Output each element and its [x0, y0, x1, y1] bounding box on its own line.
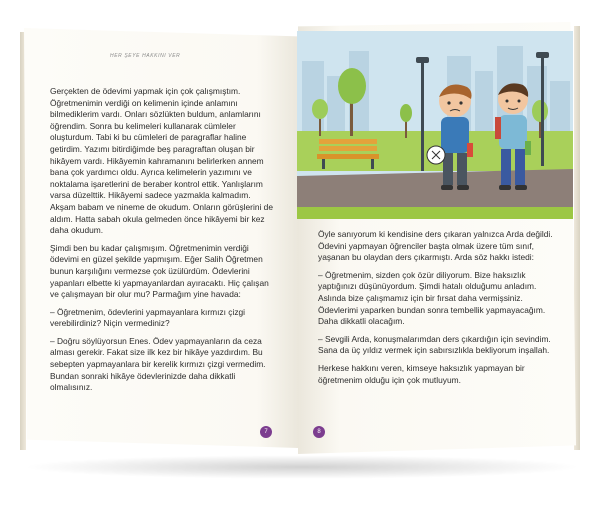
- paragraph: Şimdi ben bu kadar çalışmışım. Öğretmenimin verdiği ödevimi en güzel şekilde yapmışım. Eğer Salih Öğretmen bunun karşılığını vermezse çok üzülürdüm. Ödevlerini yapanları elbette ki yapmayanlardan ayıracaktı. Hiç çalışan ve çalışmayan bir olur mu? Parmağım yine havada:: [50, 242, 269, 300]
- paragraph: Öyle sanıyorum ki kendisine ders çıkaran yalnızca Arda değildi. Ödevini yapmayan öğrenciler başta olmak üzere tüm sınıf, yaşanan bu olaydan ders çıkarmıştı. Arda söz hakkı istedi:: [318, 229, 553, 263]
- paragraph: – Öğretmenim, sizden çok özür diliyorum. Bize haksızlık yaptığınızı düşünüyordum. Şimdi hatalı olduğumu anladım. Aslında bize çalışmamız için bir fırsat daha vermişsiniz. Ödevlerimi yaparken bundan sonra tembellik yapmayacağım. Daha dikkatli olacağım.: [318, 269, 546, 327]
- left-page-text: [50, 86, 274, 400]
- paragraph: Gerçekten de ödevimi yapmak için çok çalışmıştım. Öğretmenimin verdiği on kelimenin içinde anlamını bilmediklerim vardı. Onları sözlükten buldum, anlamlarını öğrendim. Sonra bu kelimeleri kullanarak cümleler oluşturdum. Tabi ki bu cümleleri de paragraflar haline getirdim. Yazımı bitirdiğimde beş paragraftan oluşan bir hikâyem vardı. Hikâyemin kahramanını belirlerken annem bana çok yardımcı oldu. Ayrıca kelimelerin yazımını ve noktalama işaretlerini de beraber kontrol ettik. Yanlışlarım varsa düzelttik. Hikâyemi sadece yazmakla kalmadım. Akşam babam ve nineme de okudum. Onların görüşlerini de aldım. Hatta sabah okula gelmeden önce hikâyemi bir kez daha okudum.: [50, 86, 273, 236]
- book-shadow: [22, 455, 582, 479]
- paragraph: – Doğru söylüyorsun Enes. Ödev yapmayanların da ceza alması gerekir. Fakat size ilk kez bir hikâye yazdırdım. Bu sebepten yapmayanlara bir kerelik kırmızı çizgi vermedim. Bundan sonraki hikâye ödevlerinizde daha dikkatli olmalısınız.: [50, 335, 266, 393]
- page-number-left: 7: [260, 426, 272, 438]
- running-head: HER ŞEYE HAKKINI VER: [110, 53, 181, 59]
- paragraph: – Sevgili Arda, konuşmalarımdan ders çıkardığın için sevindim. Sana da üç yıldız vermek için sabırsızlıkla bekliyorum inşallah.: [318, 333, 551, 356]
- right-page-text: [318, 229, 556, 392]
- page-number-right: 8: [313, 426, 325, 438]
- paragraph: Herkese hakkını veren, kimseye haksızlık yapmayan bir öğretmenim olduğu için çok mutluyum.: [318, 362, 525, 385]
- park-scene-two-boys-illustration: [297, 31, 573, 219]
- paragraph: – Öğretmenim, ödevlerini yapmayanlara kırmızı çizgi verebilirdiniz? Niçin vermediniz?: [50, 306, 246, 329]
